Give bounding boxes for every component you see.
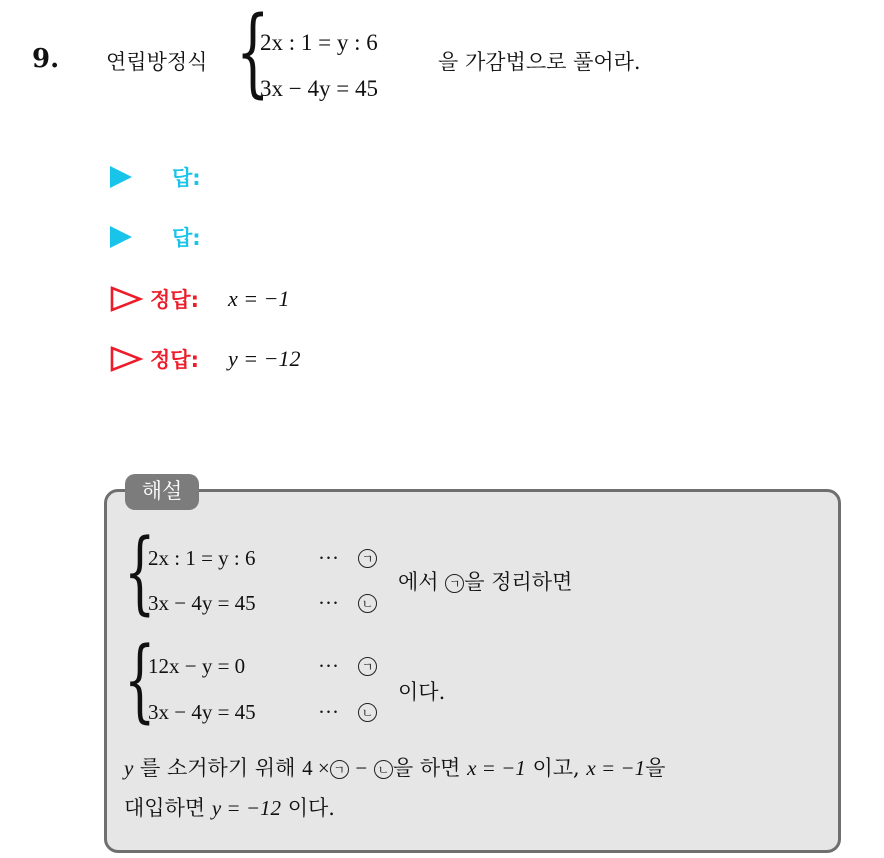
dots: ···: [318, 654, 339, 678]
circled-giyeok-icon: ㄱ: [330, 760, 349, 779]
answer-marker-icon: [110, 226, 132, 248]
answer-label-2: 답:: [172, 226, 201, 250]
circled-giyeok-icon: ㄱ: [358, 656, 377, 676]
explanation-sys2-text: 이다.: [398, 680, 446, 704]
explanation-sys1-eq1: 2x : 1 = y : 6: [148, 546, 256, 570]
circled-giyeok-icon: ㄱ: [358, 548, 377, 568]
explanation-sys1-text: 에서 ㄱ 을 정리하면: [398, 570, 573, 594]
circled-nieun-icon: ㄴ: [374, 760, 393, 779]
circled-giyeok-icon: ㄱ: [445, 574, 464, 593]
explanation-sys1-eq2: 3x − 4y = 45: [148, 591, 256, 615]
answer-label-1: 답:: [172, 166, 201, 190]
system-equation-2: 3x − 4y = 45: [260, 76, 378, 101]
dots: ···: [318, 546, 339, 570]
explanation-sys2-eq2: 3x − 4y = 45: [148, 700, 256, 724]
explanation-brace-2: {: [124, 628, 156, 733]
question-lead-text: 연립방정식: [106, 50, 208, 74]
explanation-line-1: y 를 소거하기 위해 4 × ㄱ − ㄴ 을 하면 x = −1 이고, x = −1을: [124, 756, 666, 780]
system-equation-1: 2x : 1 = y : 6: [260, 30, 378, 55]
dots: ···: [318, 700, 339, 724]
answer-marker-icon: [110, 166, 132, 188]
question-tail-text: 을 가감법으로 풀어라.: [438, 50, 641, 74]
solution-label-1: 정답:: [150, 288, 199, 312]
system-brace: {: [236, 0, 270, 108]
explanation-sys2-eq1: 12x − y = 0: [148, 654, 246, 678]
solution-label-2: 정답:: [150, 348, 199, 372]
solution-marker-icon: [110, 346, 144, 372]
question-number: 9.: [32, 44, 60, 74]
dots: ···: [318, 591, 339, 615]
solution-marker-icon: [110, 286, 144, 312]
explanation-line-2: 대입하면 y = −12 이다.: [124, 796, 335, 820]
circled-nieun-icon: ㄴ: [358, 593, 377, 613]
circled-nieun-icon: ㄴ: [358, 702, 377, 722]
solution-value-2: y = −12: [228, 346, 301, 371]
solution-value-1: x = −1: [228, 286, 290, 311]
explanation-brace-1: {: [124, 520, 156, 625]
explanation-tab: 해설: [125, 474, 199, 510]
